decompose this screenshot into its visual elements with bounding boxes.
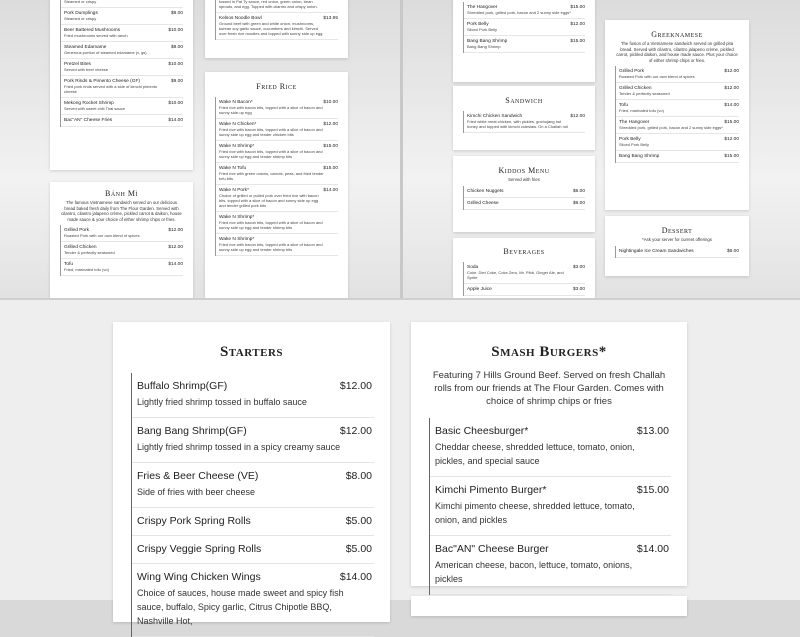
menu-item: [464, 284, 585, 296]
menu-item-name: Pork Belly: [619, 137, 641, 142]
bowls-list: [463, 2, 585, 53]
menu-item-price: $12.00: [724, 137, 739, 142]
menu-item: [61, 225, 183, 242]
menu-item-price: $15.00: [323, 144, 338, 149]
menu-item-name: Kimchi Chicken Sandwich: [467, 114, 523, 119]
menu-item-description: Roasted Pork with our own blend of spices: [619, 74, 695, 79]
menu-item-price: $12.00: [168, 245, 183, 250]
menu-item: [616, 100, 739, 117]
menu-item-name: Bang Bang Shrimp(GF): [137, 425, 247, 437]
menu-item-name: Wake N Shrimp*: [219, 144, 255, 149]
menu-item-description: Steamed or crispy: [64, 16, 97, 21]
menu-item: [430, 477, 671, 536]
menu-item: [464, 198, 585, 210]
menu-item: [464, 262, 585, 284]
dessert-description: *Ask your server for current offerings: [642, 237, 712, 242]
menu-item-name: Wake N Bacon*: [219, 100, 253, 105]
menu-item-price: $8.00: [170, 11, 183, 16]
menu-item: [132, 418, 374, 463]
fried-rice-title: Fried Rice: [256, 82, 297, 91]
menu-item-name: Wake N Shrimp*: [219, 215, 255, 220]
menu-item-description: Bang Bang Shrimp: [467, 44, 501, 49]
menu-item-name: Pork Dumplings: [64, 11, 98, 16]
menu-item-name: Wake N Tofu: [219, 166, 247, 171]
menu-item-name: The Hangover: [467, 5, 498, 10]
menu-item: [616, 66, 739, 83]
menu-item-description: Generous portion of steamed edamame (v, gs): [64, 50, 147, 55]
smash-burgers-title: Smash Burgers*: [491, 344, 607, 360]
menu-item-name: Chicken Nuggets: [467, 188, 504, 194]
menu-item-description: Fried pork rinds served with a side of kimchi pimento cheese: [64, 84, 158, 94]
menu-item: [464, 36, 585, 53]
menu-item-description: Fried rice with bacon bits, topped with a slice of bacon and sunny side up egg and tender shrimp bits: [219, 220, 323, 230]
menu-item: [132, 564, 374, 637]
beverages-title: Beverages: [503, 247, 545, 256]
menu-item: [61, 42, 183, 59]
menu-item-description: Fried rice with green onions, carrots, peas, and fried tender tofu bits: [219, 171, 324, 181]
menu-item-description: Fried white meat chicken, with pickles, gochujang hot honey and topped with kimchi coleslaw. On a Challah roll: [467, 119, 568, 129]
menu-item-name: Grilled Chicken: [64, 245, 97, 250]
menu-item: [61, 259, 183, 276]
menu-item-name: Basic Cheesburger*: [435, 425, 529, 437]
menu-item: [216, 13, 338, 40]
banh-mi-description: The famous Vietnamese sandwich served on our delicious bread baked fresh daily from The Flour Garden. Served with cilantro, cilantro jalapeno crème, pickled carrot & daikon, house made sauce & your choice of either shrimp chips or fries.: [61, 200, 182, 222]
menu-item-name: Tofu: [619, 103, 629, 108]
menu-item: [616, 117, 739, 134]
menu-item-name: Bac"AN" Cheese Fries: [64, 118, 113, 123]
menu-item-name: Pork Rinds & Pimento Cheese (GF): [64, 79, 140, 84]
top-screenshot-panel: [0, 0, 800, 298]
noodle-bowls-card: [205, 0, 348, 58]
starters-title: Starters: [219, 344, 284, 360]
menu-item-description: Fried rice with bacon bits, topped with a slice of bacon and sunny side up egg and tender chicken bits: [219, 127, 323, 137]
menu-item-description: Fried, marinated tofu (vo): [619, 108, 664, 113]
kiddos-card: [453, 156, 595, 232]
smash-burgers-card: [411, 322, 687, 586]
menu-item-price: $9.00: [170, 79, 183, 84]
menu-item-name: Fries & Beer Cheese (VE): [137, 470, 259, 482]
menu-item-price: $12.00: [339, 425, 372, 437]
sandwich-list: [463, 111, 585, 133]
menu-item-description: Fried rice with bacon bits, topped with a slice of bacon and sunny side up egg and tender shrimp bits: [219, 149, 323, 159]
dessert-card: [605, 216, 749, 276]
menu-item-name: Wing Wing Chicken Wings: [137, 571, 261, 583]
menu-item: [464, 186, 585, 198]
menu-item: [464, 2, 585, 19]
menu-item-description: American cheese, bacon, lettuce, tomato, onions, pickles: [435, 560, 633, 584]
menu-item: [216, 234, 338, 256]
starters-card: [113, 322, 390, 626]
menu-item-price: $6.00: [572, 200, 585, 206]
menu-item-name: Grilled Chicken: [619, 86, 652, 91]
menu-item: [216, 212, 338, 234]
menu-item-price: $12.00: [570, 114, 585, 119]
panel-separator: [400, 0, 403, 298]
menu-item-name: Grilled Cheese: [467, 200, 499, 206]
menu-item: [61, 59, 183, 76]
beverages-card: [453, 238, 595, 304]
menu-item-price: $10.00: [168, 62, 183, 67]
menu-item-price: $14.00: [724, 103, 739, 108]
next-card-peek: [411, 596, 687, 616]
menu-item-price: $3.00: [572, 265, 585, 270]
menu-item-name: Kimchi Pimento Burger*: [435, 484, 547, 496]
menu-item: [61, 242, 183, 259]
menu-item-description: Choice of grilled or pulled pork over fried rice with bacon bits, topped with a slice of bacon and sunny side up egg and tender grilled pork bits: [219, 193, 319, 208]
menu-item-name: Apple Juice: [467, 287, 492, 292]
menu-item-description: Sliced Pork Belly: [619, 142, 650, 147]
menu-item: [464, 111, 585, 133]
menu-item-price: $8.00: [170, 45, 183, 50]
menu-item: [216, 163, 338, 185]
menu-item-price: $13.95: [323, 16, 338, 21]
menu-item: [616, 134, 739, 151]
menu-item-description: Sliced Pork Belly: [467, 27, 498, 32]
kiddos-description: Served with fries: [508, 177, 540, 182]
appetizers-card: [50, 0, 193, 170]
menu-item-description: tossed in Pat Ty sauce, red onion, green onion, bean sprouts, and egg. Topped with cilantro and crispy onion.: [219, 0, 318, 9]
dessert-title: Dessert: [661, 226, 693, 235]
greeknamese-description: The fusion of a Vietnamese sandwich served on grilled pita bread. Served with cilantro, cilantro jalapeno crème, pickled carrot, pickled daikon, and house made sauce. Plus your choice of either shrimp chips or fries.: [616, 41, 738, 63]
menu-item-price: $14.00: [339, 571, 372, 583]
menu-item-price: $10.00: [323, 100, 338, 105]
menu-item: [132, 508, 374, 536]
menu-item: [61, 25, 183, 42]
menu-item-name: Mekong Rocket Shrimp: [64, 101, 114, 106]
menu-item-description: Lightly fried shrimp tossed in a spicy creamy sauce: [137, 442, 341, 452]
menu-item-description: Fried mushrooms served with ranch: [64, 33, 128, 38]
menu-item: [430, 536, 671, 595]
greeknamese-title: Greeknamese: [651, 30, 703, 39]
menu-item: [216, 97, 338, 119]
menu-item-name: The Hangover: [619, 120, 650, 125]
menu-item-price: $15.00: [724, 154, 739, 159]
menu-item-description: Served with beer cheese: [64, 67, 109, 72]
menu-item-price: $12.00: [323, 122, 338, 127]
menu-item-name: Crispy Veggie Spring Rolls: [137, 543, 262, 555]
menu-item-description: Served with sweet chili Thai sauce: [64, 106, 126, 111]
menu-item-price: $10.00: [168, 101, 183, 106]
menu-item-price: $13.00: [636, 425, 669, 437]
menu-item-description: Fried rice with bacon bits, topped with a slice of bacon and sunny side up egg and tender shrimp bits: [219, 242, 323, 252]
menu-item-name: Pork Belly: [467, 22, 489, 27]
menu-item-price: $12.00: [724, 69, 739, 74]
menu-item: [616, 151, 739, 163]
menu-item-price: $6.00: [572, 188, 585, 194]
fried-rice-list: [215, 97, 338, 256]
smash-burgers-list: [429, 418, 671, 595]
bottom-screenshot-panel: [0, 300, 800, 626]
menu-item-price: $12.00: [724, 86, 739, 91]
menu-item: [61, 98, 183, 115]
menu-item-price: $15.00: [724, 120, 739, 125]
menu-item-description: Tender & perfectly seasoned: [619, 91, 670, 96]
menu-item: [61, 0, 183, 8]
dessert-list: [615, 246, 739, 258]
menu-item-price: $14.00: [323, 188, 338, 193]
menu-item-name: Grilled Pork: [64, 228, 90, 233]
menu-item: [61, 76, 183, 98]
menu-item-name: Crispy Pork Spring Rolls: [137, 515, 251, 527]
menu-item-price: $14.00: [168, 262, 183, 267]
kiddos-list: [463, 186, 585, 210]
menu-item-name: Pretzel Bites: [64, 62, 91, 67]
menu-item-description: Shredded pork, grilled pork, bacon and 2 sunny side eggs*: [619, 125, 723, 130]
menu-item-description: Fried rice with bacon bits, topped with a slice of bacon and sunny side-up egg: [219, 105, 323, 115]
menu-item-description: Steamed or crispy: [64, 0, 97, 4]
menu-item-price: $14.00: [168, 118, 183, 123]
menu-item-price: $15.00: [323, 166, 338, 171]
menu-item-price: $3.00: [572, 287, 585, 292]
menu-item-description: Choice of sauces, house made sweet and spicy fish sauce, buffalo, Spicy garlic, Citrus Chipotle BBQ, Nashville Hot,: [137, 588, 344, 626]
menu-item: [216, 0, 338, 13]
appetizers-list: [60, 0, 183, 127]
menu-item-name: Soda: [467, 265, 479, 270]
menu-item-name: Bang Bang Shrimp: [619, 154, 660, 159]
menu-item: [216, 119, 338, 141]
menu-item-name: Wake N Chicken*: [219, 122, 257, 127]
menu-item: [616, 83, 739, 100]
menu-item-price: $5.00: [345, 515, 372, 527]
menu-item-price: $14.00: [636, 543, 669, 555]
menu-item-price: $12.00: [168, 228, 183, 233]
menu-item-price: $5.00: [345, 543, 372, 555]
menu-item-name: Bac"AN" Cheese Burger: [435, 543, 549, 555]
banh-mi-title: Bánh Mì: [105, 189, 138, 198]
menu-item-description: Lightly fried shrimp tossed in buffalo sauce: [137, 397, 307, 407]
menu-item: [430, 418, 671, 477]
menu-item-description: Fried, marinated tofu (vo): [64, 267, 109, 272]
menu-item: [464, 19, 585, 36]
menu-item: [216, 141, 338, 163]
menu-item-name: Steamed Edamame: [64, 45, 107, 50]
menu-item-description: Shredded pork, grilled pork, bacon and 2 sunny side eggs*: [467, 10, 571, 15]
menu-item-price: $15.00: [636, 484, 669, 496]
menu-item-description: Side of fries with beer cheese: [137, 487, 256, 497]
menu-item-description: Roasted Pork with our own blend of spices: [64, 233, 140, 238]
bowls-card: [453, 0, 595, 82]
menu-item-name: Grilled Pork: [619, 69, 645, 74]
menu-item-price: $15.00: [570, 5, 585, 10]
menu-item-description: Cheddar cheese, shredded lettuce, tomato, onion, pickles, and special sauce: [435, 442, 635, 466]
greeknamese-card: [605, 20, 749, 210]
menu-item: [132, 373, 374, 418]
banh-mi-card: [50, 182, 193, 304]
fried-rice-card: [205, 72, 348, 304]
menu-item-description: Coke, Diet Coke, Coke Zero, Mr. Pibb, Ginger Ale, and Sprite: [467, 270, 564, 280]
menu-item-price: $15.00: [570, 39, 585, 44]
starters-list: [131, 373, 374, 637]
sandwich-card: [453, 86, 595, 150]
noodle-bowls-list: [215, 0, 338, 40]
menu-item: [132, 463, 374, 508]
menu-item-name: Beer Battered Mushrooms: [64, 28, 120, 33]
menu-item: [616, 246, 739, 258]
menu-item-name: Tofu: [64, 262, 74, 267]
menu-item-price: $12.00: [339, 380, 372, 392]
menu-item-name: Kelsos Noodle Bowl: [219, 16, 262, 21]
menu-item-price: $6.00: [726, 248, 739, 254]
banh-mi-list: [60, 225, 183, 276]
greeknamese-list: [615, 66, 739, 163]
smash-burgers-description: Featuring 7 Hills Ground Beef. Served on fresh Challah rolls from our friends at The Flour Garden. Comes with choice of shrimp chips or fries: [432, 370, 666, 407]
menu-item: [61, 8, 183, 25]
menu-item-name: Wake N Shrimp*: [219, 237, 255, 242]
menu-item-name: Wake N Pork*: [219, 188, 249, 193]
menu-item-description: Kimchi pimento cheese, shredded lettuce, tomato, onion, and pickles: [435, 501, 635, 525]
menu-item-description: Tender & perfectly seasoned: [64, 250, 115, 255]
menu-item-description: Ground beef with green and white onion, mushrooms, korean soy garlic sauce, cucumbers and kimchi. Served over fresh rice noodles and topped with sunny side up egg.: [219, 21, 324, 36]
kiddos-title: Kiddos Menu: [498, 166, 550, 175]
menu-item: [216, 185, 338, 212]
menu-item-name: Buffalo Shrimp(GF): [137, 380, 228, 392]
menu-item: [61, 115, 183, 127]
menu-item-name: Nightingale Ice Cream Sandwiches: [619, 248, 694, 254]
beverages-list: [463, 262, 585, 296]
menu-item-price: $8.00: [345, 470, 372, 482]
menu-item-name: Bang Bang Shrimp: [467, 39, 508, 44]
menu-item-price: $10.00: [168, 28, 183, 33]
menu-item: [132, 536, 374, 564]
sandwich-title: Sandwich: [505, 96, 543, 105]
menu-item-price: $12.00: [570, 22, 585, 27]
